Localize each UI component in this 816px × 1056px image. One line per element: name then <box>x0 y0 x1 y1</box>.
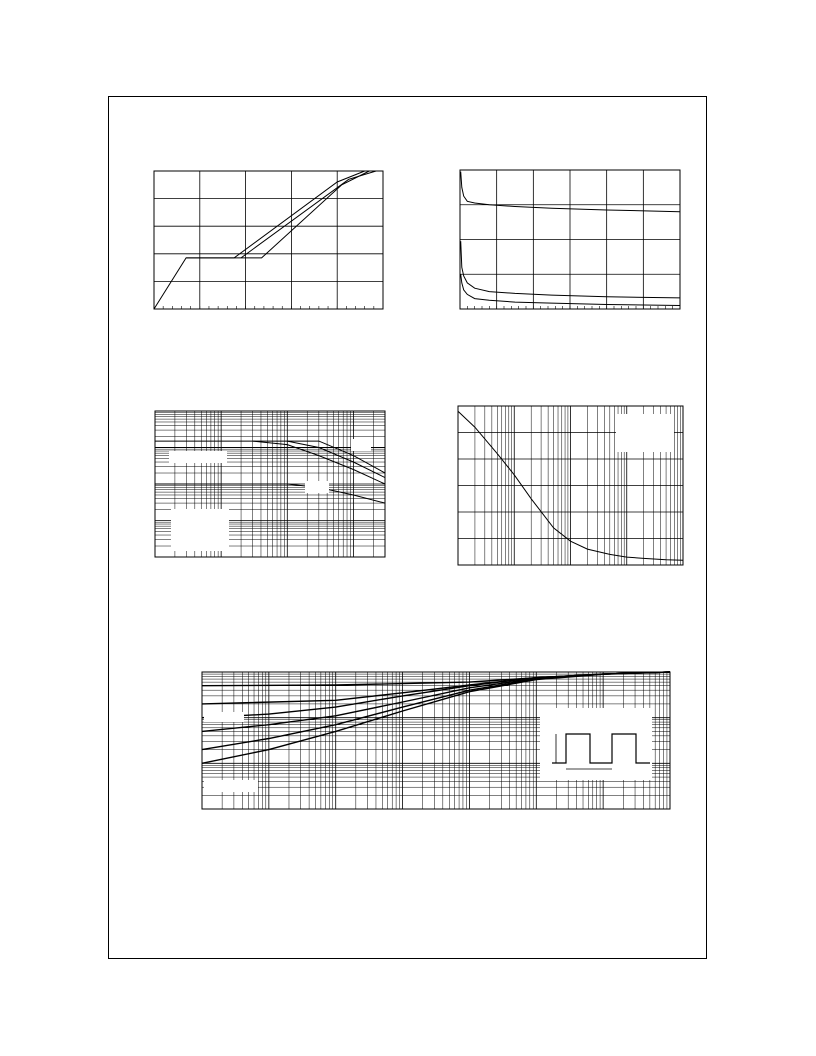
label-box <box>204 712 244 722</box>
label-box <box>204 780 258 792</box>
chart-5-transient <box>202 672 670 809</box>
chart-4-semilog <box>458 406 683 565</box>
legend-box <box>171 509 229 551</box>
chart-3-loglog <box>155 411 385 557</box>
label-box <box>351 439 371 451</box>
label-box <box>169 451 227 463</box>
chart-1-linear <box>154 171 383 309</box>
chart-2-decay <box>460 170 680 309</box>
plot-frame <box>154 171 383 309</box>
label-box <box>305 481 329 493</box>
legend-box <box>616 414 674 452</box>
